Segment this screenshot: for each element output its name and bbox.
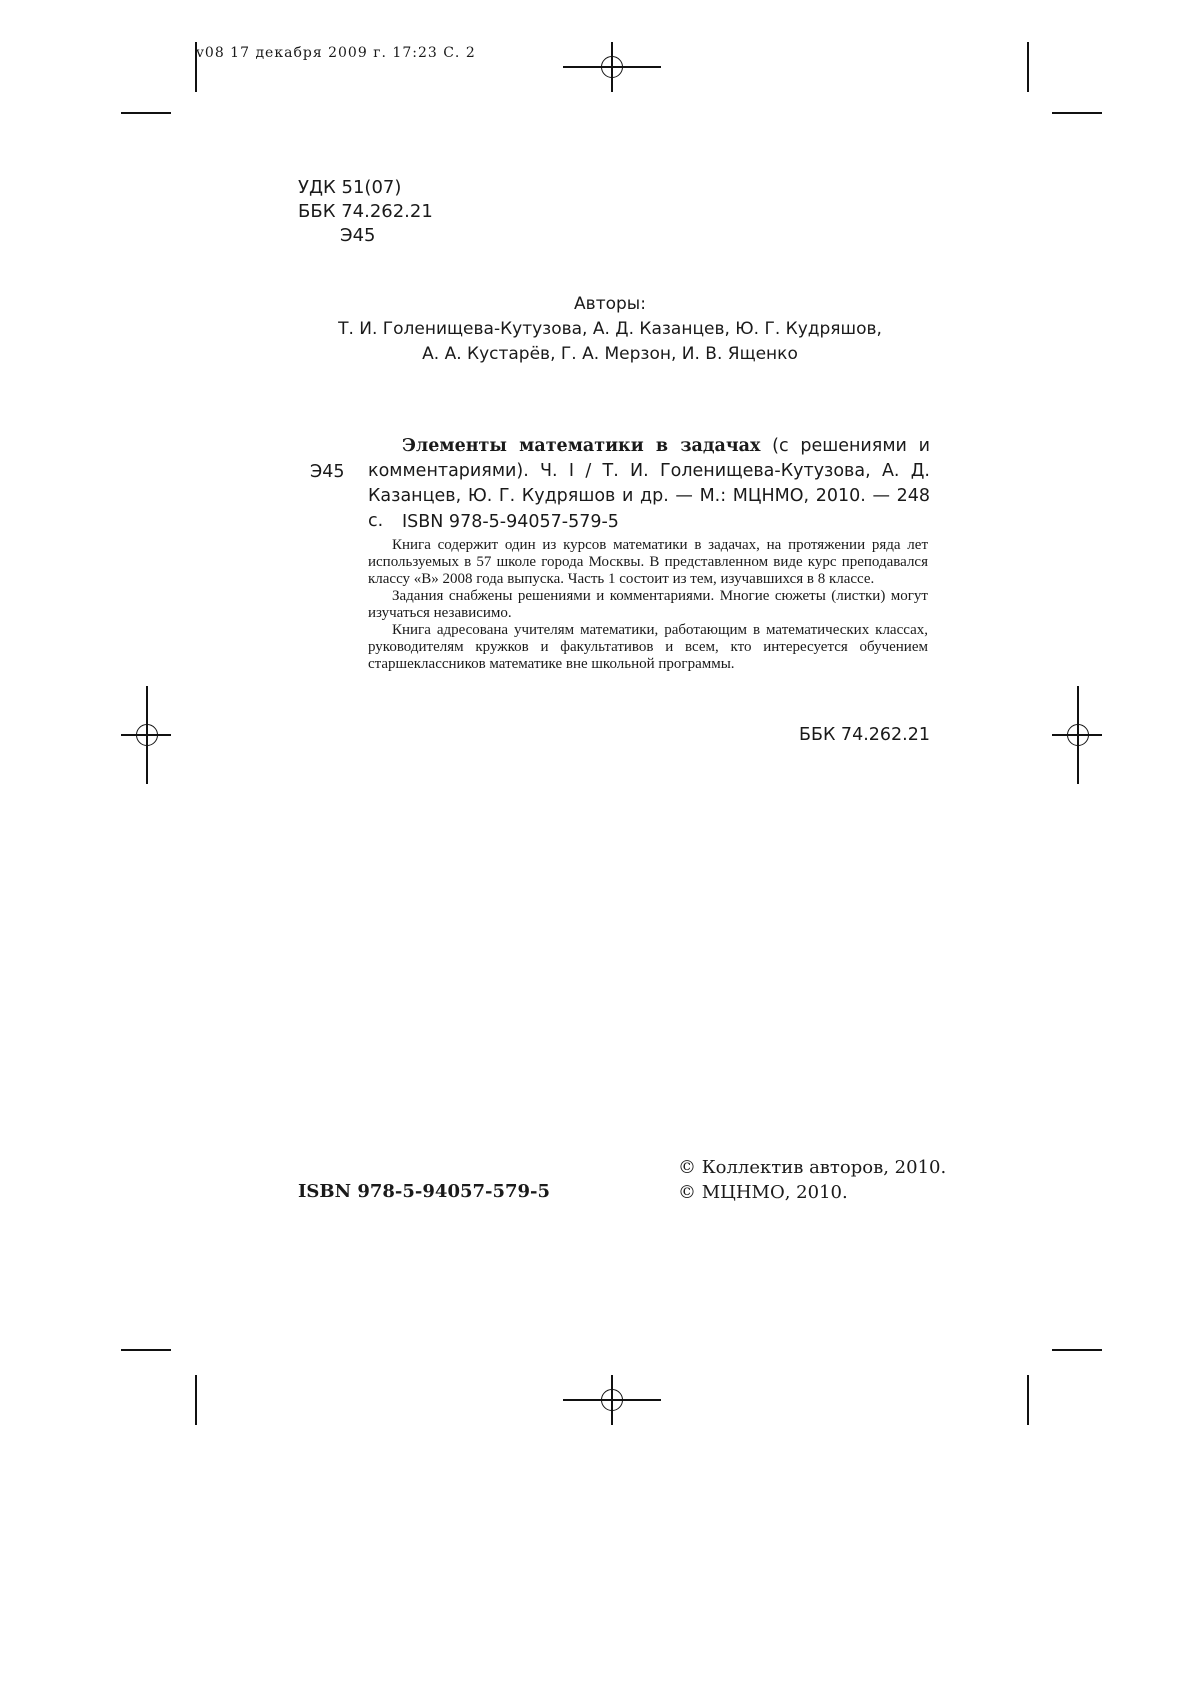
crop-mark-bottom-left-horizontal [121,1349,171,1351]
crop-mark-bottom-left-vertical [195,1375,197,1425]
bibliographic-isbn: ISBN 978-5-94057-579-5 [402,512,619,532]
book-title: Элементы математики в задачах [402,436,761,456]
print-slug: v08 17 декабря 2009 г. 17:23 С. 2 [196,45,476,61]
bibliographic-left-code: Э45 [310,462,345,482]
annotation-paragraph-2: Задания снабжены решениями и комментариями. Многие сюжеты (листки) могут изучаться независимо. [368,588,928,621]
crop-mark-top-right-horizontal [1052,112,1102,114]
bbk-bottom: ББК 74.262.21 [798,725,930,745]
authors-line-1: Т. И. Голенищева-Кутузова, А. Д. Казанцев, Ю. Г. Кудряшов, [338,319,882,339]
registration-mark-top-circle [601,56,623,78]
authors-block [310,292,910,367]
crop-mark-top-right-vertical [1027,42,1029,92]
copyright-publisher: © МЦНМО, 2010. [678,1182,848,1203]
author-mark-code: Э45 [340,225,376,246]
footer-isbn: ISBN 978-5-94057-579-5 [298,1181,551,1202]
authors-heading: Авторы: [574,294,646,314]
annotation [368,537,928,673]
registration-mark-bottom-circle [601,1389,623,1411]
copyright-block [678,1155,946,1205]
crop-mark-top-left-horizontal [121,112,171,114]
annotation-paragraph-1: Книга содержит один из курсов математики в задачах, на протяжении ряда лет используемых в 57 школе города Москвы. В представленном виде курс преподавался классу «В» 2008 года выпуска. Часть 1 состоит из тем, изучавшихся в 8 классе. [368,537,928,587]
udk-code: УДК 51(07) [298,177,402,198]
bbk-code: ББК 74.262.21 [298,201,433,222]
registration-mark-left-circle [136,724,158,746]
annotation-paragraph-3: Книга адресована учителям математики, работающим в математических классах, руководителям кружков и факультативов и всем, кто интересуется обучением старшеклассников математике вне школьной программы. [368,622,928,672]
crop-mark-bottom-right-horizontal [1052,1349,1102,1351]
registration-mark-right-circle [1067,724,1089,746]
crop-mark-bottom-right-vertical [1027,1375,1029,1425]
copyright-authors: © Коллектив авторов, 2010. [678,1157,947,1178]
book-description: (с решениями и комментариями). Ч. I / Т. И. Голенищева-Кутузова, А. Д. Казанцев, Ю. Г. Кудряшов и др. — М.: МЦНМО, 2010. — 248 с. [368,436,930,531]
authors-line-2: А. А. Кустарёв, Г. А. Мерзон, И. В. Ященко [422,344,798,364]
